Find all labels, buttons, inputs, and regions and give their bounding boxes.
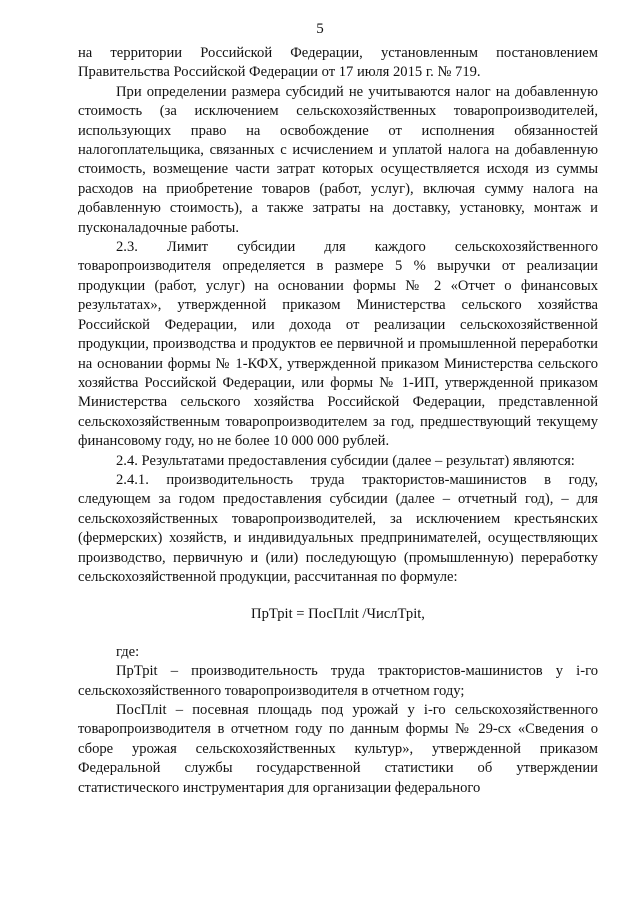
paragraph-2-4-results: 2.4. Результатами предоставления субсидии (далее – результат) являются:: [116, 452, 575, 469]
paragraph-2-4-1-productivity: 2.4.1. производительность труда трактористов-машинистов в году, следующем за годом предоставления субсидии (далее – отчетный год), – для сельскохозяйственных товаропроизводителей, за исключением крестьянских (фермерских) хозяйств, и индивидуальных предпринимателей, осуществляющих производство, первичную и (или) последующую (промышленную) переработку сельскохозяйственной продукции, рассчитанная по формуле:: [78, 471, 598, 585]
page-number: 5: [316, 21, 324, 37]
paragraph-continuation: на территории Российской Федерации, установленным постановлением Правительства Российской Федерации от 17 июля 2015 г. № 719.: [78, 45, 598, 81]
definition-pospl: ПосПлit – посевная площадь под урожай у i-го сельскохозяйственного товаропроизводителя в отчетном году по данным формы № 29-сх «Сведения о сборе урожая сельскохозяйственных культур», утвержденной приказом Федеральной службы государственной статистики об утверждении статистического инструментария для организации федерального: [78, 702, 598, 796]
paragraph-2-3-subsidy-limit: 2.3. Лимит субсидии для каждого сельскохозяйственного товаропроизводителя определяется в размере 5 % выручки от реализации продукции (работ, услуг) на основании формы № 2 «Отчет о финансовых результатах», утвержденной приказом Министерства сельского хозяйства Российской Федерации, или дохода от реализации сельскохозяйственной продукции, производства и продуктов ее первичной и промышленной переработки на основании формы № 1-КФХ, утвержденной приказом Министерства сельского хозяйства Российской Федерации, или формы № 1-ИП, утвержденной приказом Министерства сельского хозяйства Российской Федерации, представленной сельскохозяйственным товаропроизводителем за год, предшествующий текущему финансовому году, но не более 10 000 000 рублей.: [78, 239, 598, 450]
definition-prtr: ПрТрit – производительность труда трактористов-машинистов у i-го сельскохозяйственного товаропроизводителя в отчетном году;: [78, 663, 598, 699]
document-body: [78, 44, 598, 798]
paragraph-vat-exclusion: При определении размера субсидий не учитываются налог на добавленную стоимость (за исключением сельскохозяйственных товаропроизводителей, использующих право на освобождение от исполнения обязанностей налогоплательщика, связанных с исчислением и уплатой налога на добавленную стоимость, возмещение части затрат которых осуществляется исходя из суммы расходов на приобретение товаров (работ, услуг), включая сумму налога на добавленную стоимость), а также затраты на доставку, установку, монтаж и пусконаладочные работы.: [78, 83, 598, 236]
productivity-formula: ПрТрit = ПосПлit /ЧислТрit,: [251, 606, 425, 623]
where-label: где:: [116, 643, 140, 660]
